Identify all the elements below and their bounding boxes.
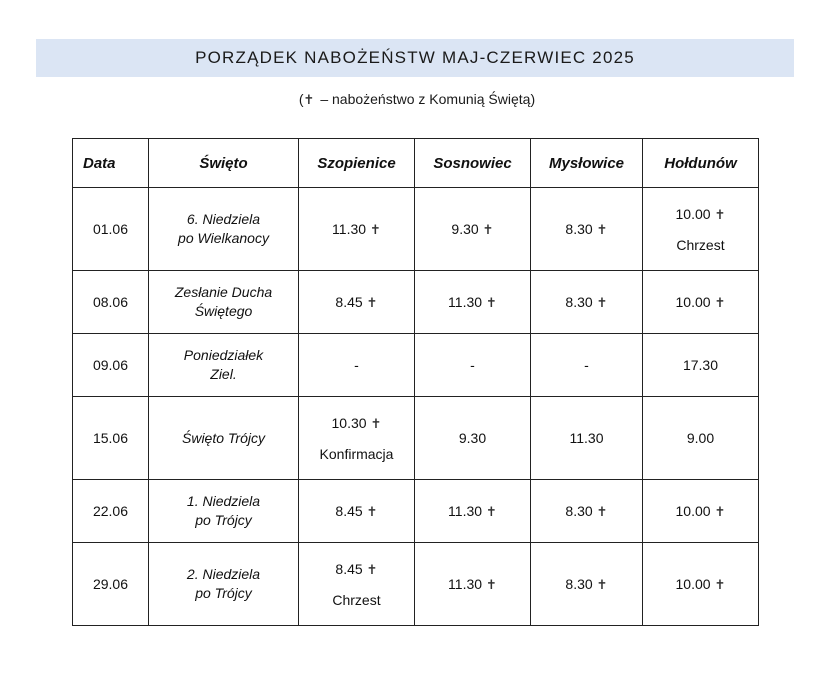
schedule-table (72, 138, 759, 626)
header-row (73, 139, 759, 188)
holiday-line: 6. Niedziela (186, 211, 261, 227)
page-title: PORZĄDEK NABOŻEŃSTW MAJ-CZERWIEC 2025 (195, 48, 635, 67)
cell-sosnowiec (415, 543, 531, 626)
header-holdunow: Hołdunów (643, 139, 759, 188)
header-holiday: Święto (149, 139, 299, 188)
table-row (73, 271, 759, 334)
service-time: 8.30 ✝ (565, 575, 608, 592)
service-time: 8.30 ✝ (565, 293, 608, 310)
holiday-line: Święto Trójcy (182, 429, 265, 446)
service-time: - (584, 357, 589, 373)
header-sosnowiec: Sosnowiec (415, 139, 531, 188)
cell-holiday (149, 543, 299, 626)
service-time: 10.00 ✝ (675, 502, 726, 519)
cell-szopienice (299, 334, 415, 397)
cross-icon: ✝ (596, 221, 608, 237)
service-time: 10.30 ✝ (331, 414, 382, 431)
cross-icon: ✝ (486, 576, 497, 592)
service-time: - (354, 357, 359, 373)
service-time: 11.30 ✝ (448, 502, 497, 519)
cross-icon: ✝ (596, 294, 608, 310)
cell-holdunow (643, 397, 759, 480)
holiday-line: Ziel. (210, 366, 237, 382)
service-time: 11.30 (569, 430, 604, 446)
cell-holiday (149, 334, 299, 397)
cell-holiday (149, 188, 299, 271)
title-band (36, 39, 794, 77)
service-time: 11.30 ✝ (448, 575, 497, 592)
cross-icon: ✝ (366, 503, 378, 519)
holiday-line: po Wielkanocy (178, 230, 269, 246)
cell-holiday (149, 271, 299, 334)
cell-sosnowiec (415, 397, 531, 480)
holiday-line: Zesłanie Ducha (174, 284, 273, 300)
holiday-line: po Trójcy (195, 512, 252, 528)
cross-icon: ✝ (370, 221, 381, 237)
service-time: 8.45 ✝ (335, 293, 378, 310)
legend-text: – nabożeństwo z Komunią Świętą) (316, 91, 536, 107)
table-row (73, 480, 759, 543)
holiday-line: Poniedziałek (183, 347, 264, 363)
cell-date: 15.06 (73, 397, 149, 480)
cross-icon: ✝ (486, 503, 497, 519)
cross-icon: ✝ (596, 503, 608, 519)
service-note: Chrzest (332, 591, 381, 608)
holiday-line: 1. Niedziela (186, 493, 261, 509)
cell-holdunow (643, 271, 759, 334)
cross-icon: ✝ (486, 294, 497, 310)
header-date: Data (73, 139, 149, 188)
cell-date: 22.06 (73, 480, 149, 543)
holiday-line: po Trójcy (195, 585, 252, 601)
cell-sosnowiec (415, 188, 531, 271)
header-szopienice: Szopienice (299, 139, 415, 188)
cross-icon: ✝ (714, 503, 726, 519)
cross-icon: ✝ (714, 576, 726, 592)
cell-myslowice (531, 271, 643, 334)
cell-szopienice (299, 480, 415, 543)
cell-holdunow (643, 334, 759, 397)
service-time: 8.30 ✝ (565, 502, 608, 519)
cell-sosnowiec (415, 334, 531, 397)
legend-open-paren: ( (298, 91, 304, 107)
cell-myslowice (531, 480, 643, 543)
cell-holdunow (643, 188, 759, 271)
cross-icon: ✝ (482, 221, 494, 237)
table-row (73, 397, 759, 480)
cell-holdunow (643, 543, 759, 626)
cross-icon: ✝ (366, 561, 378, 577)
cell-szopienice (299, 271, 415, 334)
service-time: 11.30 ✝ (332, 220, 381, 237)
table-row (73, 188, 759, 271)
cell-szopienice (299, 543, 415, 626)
cell-holiday (149, 397, 299, 480)
service-time: 10.00 ✝ (675, 205, 726, 222)
table-row (73, 543, 759, 626)
cell-szopienice (299, 397, 415, 480)
cell-sosnowiec (415, 480, 531, 543)
service-time: - (470, 357, 475, 373)
service-time: 17.30 (682, 357, 719, 373)
legend-note (0, 91, 834, 108)
cross-icon: ✝ (303, 92, 315, 107)
cell-date: 01.06 (73, 188, 149, 271)
cell-myslowice (531, 397, 643, 480)
cell-sosnowiec (415, 271, 531, 334)
holiday-line: 2. Niedziela (186, 566, 261, 582)
cell-date: 09.06 (73, 334, 149, 397)
cross-icon: ✝ (370, 415, 382, 431)
cell-holdunow (643, 480, 759, 543)
service-time: 10.00 ✝ (675, 293, 726, 310)
header-myslowice: Mysłowice (531, 139, 643, 188)
cell-myslowice (531, 188, 643, 271)
service-note: Konfirmacja (319, 445, 394, 462)
table-body (73, 188, 759, 626)
service-time: 8.30 ✝ (565, 220, 608, 237)
service-time: 10.00 ✝ (675, 575, 726, 592)
cell-myslowice (531, 334, 643, 397)
cell-date: 08.06 (73, 271, 149, 334)
cross-icon: ✝ (596, 576, 608, 592)
service-time: 11.30 ✝ (448, 293, 497, 310)
service-note: Chrzest (676, 236, 725, 253)
cell-myslowice (531, 543, 643, 626)
cross-icon: ✝ (366, 294, 378, 310)
holiday-line: Świętego (194, 303, 253, 319)
service-time: 9.00 (686, 430, 715, 446)
cell-szopienice (299, 188, 415, 271)
service-time: 8.45 ✝ (335, 560, 378, 577)
table-row (73, 334, 759, 397)
service-time: 9.30 (458, 430, 487, 446)
service-time: 8.45 ✝ (335, 502, 378, 519)
cross-icon: ✝ (714, 206, 726, 222)
cross-icon: ✝ (714, 294, 726, 310)
cell-date: 29.06 (73, 543, 149, 626)
service-time: 9.30 ✝ (451, 220, 494, 237)
cell-holiday (149, 480, 299, 543)
